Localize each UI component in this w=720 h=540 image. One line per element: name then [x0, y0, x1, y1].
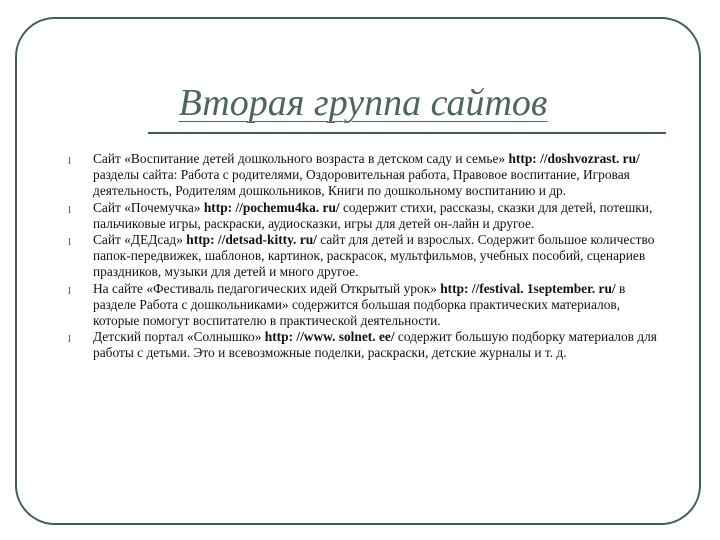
bullet-icon: l	[68, 236, 72, 249]
title-divider	[148, 132, 666, 134]
bullet-icon: l	[68, 155, 72, 167]
item-text: На сайте «Фестиваль педагогических идей Открытый урок»	[93, 280, 441, 296]
site-link[interactable]: http: //detsad-kitty. ru/	[186, 232, 317, 248]
bullet-icon: l	[68, 333, 72, 346]
item-text: Сайт «Воспитание детей дошкольного возраста в детском саду и семье»	[93, 151, 509, 166]
bullet-icon: l	[68, 284, 72, 297]
item-text: сайт для детей и взрослых. Содержит большое количество папок-передвижек, шаблонов, картинок, раскрасок, мультфильмов, учебных пособий, сценариев праздников, музыки для детей и много другое.	[93, 232, 655, 280]
list-item	[68, 151, 668, 200]
item-text: содержит стихи, рассказы, сказки для детей, потешки, пальчиковые игры, раскраски, аудиосказки, игры для детей он-лайн и другое.	[93, 199, 653, 231]
list-item	[68, 200, 668, 232]
item-text: Детский портал «Солнышко»	[93, 329, 265, 345]
list-item	[68, 232, 668, 281]
bullet-list	[68, 151, 668, 362]
slide-title: Вторая группа сайтов	[178, 82, 548, 124]
site-link[interactable]: http: //pochemu4ka. ru/	[203, 199, 340, 215]
site-link[interactable]: http: //festival. 1september. ru/	[440, 280, 616, 296]
item-text: в разделе Работа с дошкольниками» содержится большая подборка практических материалов, которые помогут воспитателю в практической деятельности.	[93, 280, 626, 329]
item-text: Сайт «Почемучка»	[93, 199, 204, 215]
item-text: Сайт «ДЕДсад»	[93, 232, 187, 248]
site-link[interactable]: http: //doshvozrast. ru/	[508, 151, 640, 166]
site-link[interactable]: http: //www. solnet. ee/	[264, 329, 395, 345]
bullet-icon: l	[68, 203, 72, 216]
item-text: содержит большую подборку материалов для работы с детьми. Это и всевозможные поделки, раскраски, детские журналы и т. д.	[93, 329, 657, 361]
list-item	[68, 329, 668, 361]
item-text: разделы сайта: Работа с родителями, Оздоровительная работа, Правовое воспитание, Игровая деятельность, Родителям дошкольников, Книги по дошкольному воспитанию и др.	[93, 167, 630, 199]
list-item	[68, 281, 668, 330]
